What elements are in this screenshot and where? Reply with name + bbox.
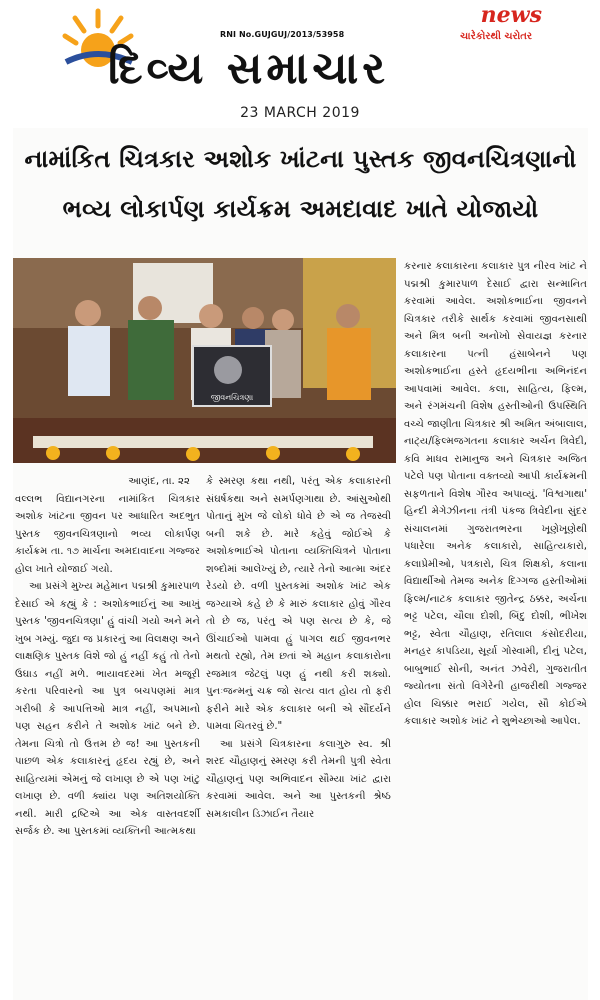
article-column-2 — [206, 473, 391, 823]
dateline: આણંદ, તા. ૨૨ — [128, 476, 190, 487]
paragraph: આ પ્રસંગે ચિત્રકારના કલાગુરુ સ્વ. શ્રી શરદ ચૌહાણનું સ્મરણ કરી તેમની પુત્રી સ્વેતા ચૌહાણનું પણ અભિવાદન સૌમ્યા ખાંટ દ્વારા કરવામાં આવેલ. અને આ પુસ્તકની શ્રેષ્ઠ સમકાલીન ડિઝાઈન તૈયાર — [206, 738, 391, 820]
paragraph: વલ્લભ વિદ્યાનગરના નામાંકિત ચિત્રકાર અશોક ખાંટના જીવન પર આધારિત અદભુત પુસ્તક જીવનચિત્રણાનો ભવ્ય લોકાર્પણ કાર્યક્રમ તા. ૧૭ માર્ચના અમદાવાદના ગજ્જર હોલ ખાતે યોજાઈ ગયો. — [15, 493, 200, 575]
news-clipping — [13, 128, 588, 1000]
book-cover-title: જીવનચિત્રણા — [210, 393, 254, 402]
article-column-3 — [404, 258, 587, 731]
rni-number: RNI No.GUJGUJ/2013/53958 — [220, 30, 345, 39]
headline — [13, 134, 588, 234]
news-label: news — [480, 2, 542, 28]
paragraph: કરનાર કલાકારના કલાકાર પુત્ર નીરવ ખાંટ ને પદ્મશ્રી કુમારપાળ દેસાઈ દ્વારા સન્માનિત કરવામાં આવેલ. અશોકભાઈના જીવનને ચિત્રકાર તરીકે સાર્થક કરવામાં જીવનસાથી અને મિત્ર બની અનોખો સેવાયજ્ઞ કરનાર કલાકારના પત્ની હંસાબેનને પણ અશોકભાઈના હસ્તે હૃદયભીના અભિનંદન આપવામાં આવેલ. કલા, સાહિત્ય, ફિલ્મ, અને રંગમંચની વિશેષ હસ્તીઓની ઉપસ્થિતિ વચ્ચે જાણીતા ચિત્રકાર શ્રી અમિત અંબાલાલ, નાટ્ય/ફિલ્મજગતના કલાકાર અર્ચન ત્રિવેદી, કવિ માધવ રામાનુજ અને ચિત્રકાર અજિત પટેલે પણ પોતાના વક્તવ્યો આપી કાર્યક્રમની સફળતાને વિશેષ ગૌરવ અપાવ્યું. 'વિશ્વગાથા' હિન્દી મેગેઝીનના તંત્રી પંકજ ત્રિવેદીના સુંદર સંચાલનમાં ગુજરાતભરના ખૂણેખૂણેથી પધારેલા અનેક કલાકારો, સાહિત્યકારો, કલાપ્રેમીઓ, પત્રકારો, ચિત્ર શિક્ષકો, કલાના વિદ્યાર્થીઓ તેમજ અનેક દિગ્ગજ હસ્તીઓમાં ફિલ્મ/નાટક કલાકાર જીતેન્દ્ર ઠક્કર, અર્ચના ભટ્ટ પટેલ, ચૌલા દોશી, બિંદુ દોશી, ભીખેશ ભટ્ટ, સ્વેતા ચૌહાણ, રતિલાલ કંસોદરીયા, મનહર કાપડિયા, સૂર્યા ગોસ્વામી, દીનું પટેલ, બાબુભાઈ સોની, અનંત ઝવેરી, ગુજરાતીત જ્યોતના સંતો વિગેરેની હાજરીથી ગજ્જર હોલ ચિક્કાર ભરાઈ ગયેલ, સૌ કોઈએ કલાકાર અશોક ખાંટ ને શુભેચ્છાઓ આપેલ. — [404, 261, 587, 727]
headline-line-1: નામાંકિત ચિત્રકાર અશોક ખાંટના પુસ્તક જીવનચિત્રણાનો — [24, 145, 577, 173]
publication-date: 23 MARCH 2019 — [240, 105, 360, 121]
article-column-1 — [15, 473, 200, 841]
newspaper-name: દિવ્ય સમાચાર — [108, 43, 390, 94]
paragraph: કે સ્મરણ કથા નથી, પરંતુ એક કલાકારની સંઘર્ષકથા અને સમર્પણગાથા છે. આંસુઓથી પોતાનું મુખ જે લોકો ધોવે છે એ જ તેજસ્વી બની શકે છે. મારે કહેવું જોઈએ કે અશોકભાઈએ પોતાના વ્યક્તિચિત્રને પોતાના શબ્દોમાં આલેખ્યું છે, ત્યારે તેનો આત્મા અંદર રેડયો છે. વળી પુસ્તકમાં અશોક ખાંટ એક જગ્યાએ કહે છે કે મારું કલાકાર હોવું ગૌરવ તો છે જ, પરંતુ એ પણ સત્ય છે કે, જે ઊંચાઈઓ પામવા હું પાગલ થઈ જીવનભર મથતો રહ્યો, તેમ છતાં એ મહાન કલાકારોના રજમાત્ર જેટલું પણ હું નથી કરી શક્યો. પુનઃજન્મનું ચક્ર જો સત્ય વાત હોય તો ફરી ફરીને મારે એક કલાકાર બની એ સૌંદર્યને પામવા ચિતરવું છે." — [206, 476, 391, 732]
paragraph: આ પ્રસંગે મુખ્ય મહેમાન પદ્મશ્રી કુમારપાળ દેસાઈ એ કહ્યું કે : અશોકભાઈનું આ આખું પુસ્તક 'જીવનચિત્રણા' હું વાંચી ગયો અને મને ખુબ ગમ્યું. જુદા જ પ્રકારનું આ વિલક્ષણ અને લાક્ષણિક પુસ્તક વિશે જો હું નહીં કહું તો તેનો ઉઘાડ નહીં મળે. ભાયાવદરમાં ખેત મજૂરી કરતા પરિવારનો આ પુત્ર બચપણમાં માત્ર ગરીબી કે આપત્તિઓ માત્ર નહીં, અપમાનો પણ સહન કરીને તે અશોક ખાંટ બને છે. તેમના ચિત્રો તો ઉત્તમ છે જ! આ પુસ્તકની પાછળ એક કલાકારનું હૃદય રહ્યું છે, અને સાહિત્યમાં એમનું જે લખાણ છે એ પણ ખાંટુ લખાણ છે. વળી ક્યાંય પણ અતિશયોક્તિ નથી. મારી દ્રષ્ટિએ આ એક વાસ્તવદર્શી સર્જક છે. આ પુસ્તકમાં વ્યક્તિની આત્મકથા — [15, 581, 200, 837]
event-photo — [13, 258, 396, 463]
headline-line-2: ભવ્ય લોકાર્પણ કાર્યક્રમ અમદાવાદ ખાતે યોજાયો — [62, 195, 539, 223]
masthead-subtitle: ચારેકોરથી ચરોતર — [460, 31, 532, 42]
masthead — [48, 0, 552, 98]
